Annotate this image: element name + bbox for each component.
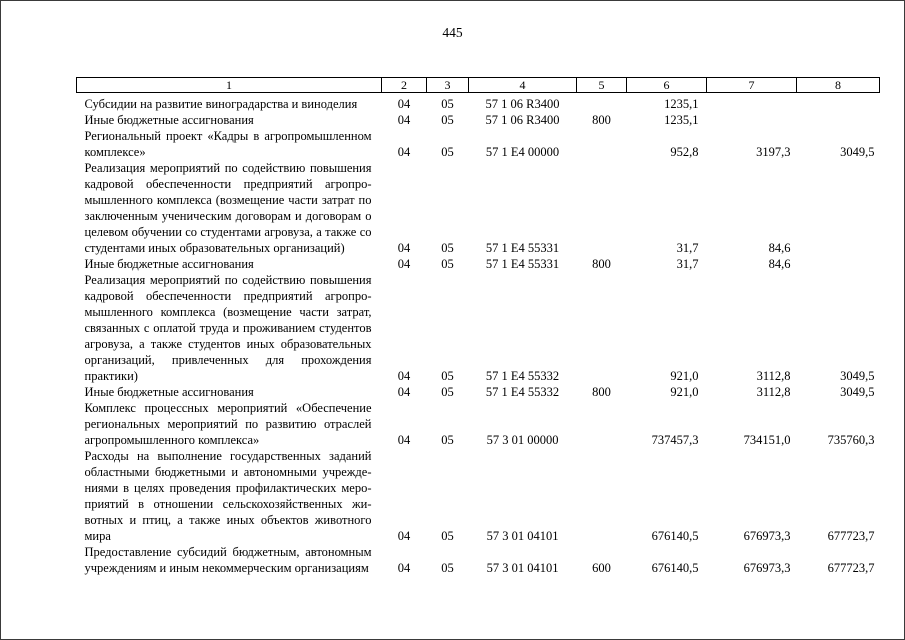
cell-col2: 04 <box>397 369 411 383</box>
table-row <box>77 448 880 544</box>
cell-col6: 31,7 <box>676 257 699 271</box>
cell-col8 <box>797 256 880 272</box>
cell-col8: 735760,3 <box>827 433 875 447</box>
cell-col6: 1235,1 <box>664 113 699 127</box>
column-header: 2 <box>382 78 427 93</box>
cell-col5 <box>577 93 627 113</box>
cell-col8 <box>797 93 880 113</box>
cell-col4: 57 1 06 R3400 <box>485 113 560 127</box>
cell-col3: 05 <box>441 145 454 159</box>
cell-col6: 921,0 <box>670 385 699 399</box>
cell-col5 <box>577 448 627 544</box>
cell-col5: 800 <box>592 257 611 271</box>
cell-col7: 3197,3 <box>756 145 791 159</box>
cell-col4: 57 1 E4 00000 <box>485 145 560 159</box>
cell-col6: 676140,5 <box>651 529 699 543</box>
column-header: 3 <box>427 78 469 93</box>
cell-col5 <box>577 272 627 384</box>
cell-col2: 04 <box>397 529 411 543</box>
cell-col5: 800 <box>592 385 611 399</box>
cell-col3: 05 <box>441 241 454 255</box>
cell-col2: 04 <box>397 385 411 399</box>
cell-col4: 57 1 E4 55332 <box>485 385 560 399</box>
column-header: 4 <box>469 78 577 93</box>
cell-name: Расходы на выполнение государственных заданий областными бюджетными и автономными учреждениями в целях проведения профилактических мероприятий в отношении сельскохозяйственных животных и птиц, а также иных объектов животного мира <box>84 449 372 543</box>
cell-name: Реализация мероприятий по содействию повышения кадровой обеспеченности предприятий агропромышленного комплекса (возмещение части затрат, связанных с оплатой труда и проживанием студентов агровуза, а также студентов иных образовательных организаций, привлеченных для прохождения практики) <box>84 273 372 383</box>
cell-col7: 676973,3 <box>743 561 791 575</box>
cell-col6: 676140,5 <box>651 561 699 575</box>
cell-col8: 3049,5 <box>840 385 875 399</box>
cell-col7: 734151,0 <box>743 433 791 447</box>
cell-col4: 57 1 06 R3400 <box>485 97 560 111</box>
cell-col6: 921,0 <box>670 369 699 383</box>
table-row <box>77 160 880 256</box>
cell-name: Региональный проект «Кадры в агропромышленном комплексе» <box>84 129 372 159</box>
cell-col4: 57 3 01 04101 <box>486 561 559 575</box>
cell-col4: 57 3 01 04101 <box>486 529 559 543</box>
cell-col7: 84,6 <box>768 241 791 255</box>
cell-col3: 05 <box>441 97 454 111</box>
cell-col5 <box>577 160 627 256</box>
table-row <box>77 400 880 448</box>
cell-col8 <box>797 112 880 128</box>
cell-col4: 57 1 E4 55331 <box>485 257 560 271</box>
column-header: 5 <box>577 78 627 93</box>
cell-col3: 05 <box>441 529 454 543</box>
cell-col2: 04 <box>397 257 411 271</box>
cell-col2: 04 <box>397 241 411 255</box>
cell-col6: 1235,1 <box>664 97 699 111</box>
column-header: 6 <box>627 78 707 93</box>
cell-col4: 57 1 E4 55331 <box>485 241 560 255</box>
cell-col7: 676973,3 <box>743 529 791 543</box>
cell-col5 <box>577 128 627 160</box>
cell-name: Иные бюджетные ассигнования <box>84 257 254 271</box>
cell-col6: 952,8 <box>670 145 699 159</box>
cell-col4: 57 1 E4 55332 <box>485 369 560 383</box>
column-header: 7 <box>707 78 797 93</box>
cell-col2: 04 <box>397 433 411 447</box>
cell-col2: 04 <box>397 561 411 575</box>
cell-col7: 84,6 <box>768 257 791 271</box>
cell-col3: 05 <box>441 257 454 271</box>
table-header-row <box>77 78 880 93</box>
cell-col2: 04 <box>397 97 411 111</box>
page-number: 445 <box>442 25 463 40</box>
cell-col3: 05 <box>441 369 454 383</box>
cell-name: Иные бюджетные ассигнования <box>84 385 254 399</box>
cell-col7: 3112,8 <box>756 369 791 383</box>
cell-col5: 800 <box>592 113 611 127</box>
table-row <box>77 128 880 160</box>
cell-col7: 3112,8 <box>756 385 791 399</box>
cell-col8: 677723,7 <box>827 561 875 575</box>
cell-name: Предоставление субсидий бюджетным, автономным учреждениям и иным некоммерческим организациям <box>84 545 372 575</box>
cell-name: Иные бюджетные ассигнования <box>84 113 254 127</box>
column-header: 1 <box>77 78 382 93</box>
table-row <box>77 256 880 272</box>
cell-col8: 677723,7 <box>827 529 875 543</box>
cell-col3: 05 <box>441 385 454 399</box>
cell-col8 <box>797 160 880 256</box>
cell-col5: 600 <box>592 561 611 575</box>
cell-col4: 57 3 01 00000 <box>486 433 559 447</box>
cell-col8: 3049,5 <box>840 369 875 383</box>
cell-col5 <box>577 400 627 448</box>
cell-col3: 05 <box>441 113 454 127</box>
cell-col3: 05 <box>441 561 454 575</box>
table-row <box>77 93 880 113</box>
table-row <box>77 384 880 400</box>
cell-col8: 3049,5 <box>840 145 875 159</box>
cell-col6: 737457,3 <box>651 433 699 447</box>
cell-name: Субсидии на развитие виноградарства и виноделия <box>84 97 358 111</box>
table-row <box>77 112 880 128</box>
cell-col7 <box>707 112 797 128</box>
budget-table <box>76 77 880 576</box>
cell-name: Реализация мероприятий по содействию повышения кадровой обеспеченности предприятий агропромышленного комплекса (возмещение части затрат по заключенным ученическим договорам и договорам о целевом обучении со студентами агровуза, а также со студентами иных образовательных организаций) <box>84 161 372 255</box>
table-row <box>77 544 880 576</box>
cell-col2: 04 <box>397 113 411 127</box>
column-header: 8 <box>797 78 880 93</box>
table-row <box>77 272 880 384</box>
cell-col6: 31,7 <box>676 241 699 255</box>
cell-col2: 04 <box>397 145 411 159</box>
cell-col3: 05 <box>441 433 454 447</box>
cell-col7 <box>707 93 797 113</box>
cell-name: Комплекс процессных мероприятий «Обеспечение региональных мероприятий по развитию отраслей агропромышленного комплекса» <box>84 401 372 447</box>
